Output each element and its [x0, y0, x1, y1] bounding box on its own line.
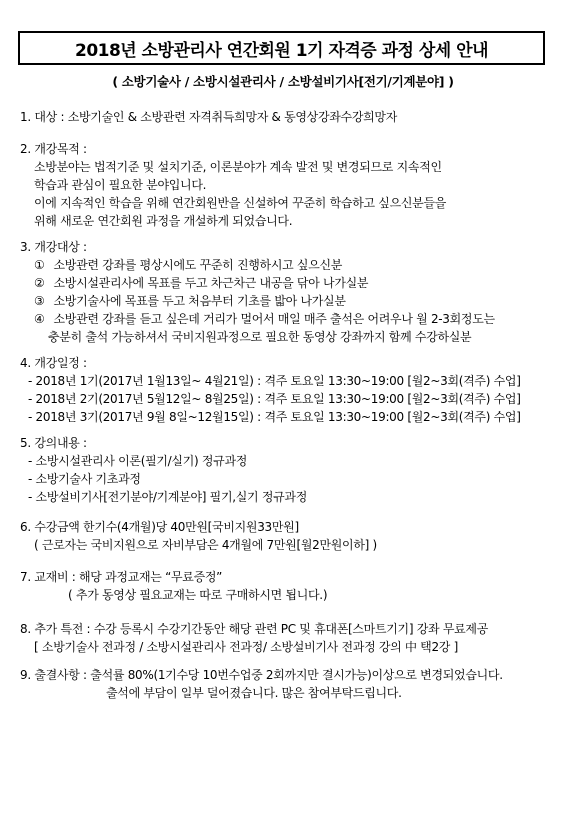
content-line: - 소방기술사 기초과정: [28, 472, 141, 486]
section-benefit: [20, 620, 555, 656]
attendance-note: 출석에 부담이 일부 덜어졌습니다. 많은 참여부탁드립니다.: [106, 686, 402, 700]
audience-item-number: ④: [34, 312, 45, 326]
purpose-line: 학습과 관심이 필요한 분야입니다.: [34, 178, 207, 192]
purpose-line: 이에 지속적인 학습을 위해 연간회원반을 신설하여 꾸준히 학습하고 싶으신분들을: [34, 196, 447, 210]
audience-item: [20, 256, 555, 274]
audience-item-number: ②: [34, 276, 45, 290]
attendance-heading: 9. 출결사항 : 출석률 80%(1기수당 10번수업중 2회까지만 결시가능)이상으로 변경되었습니다.: [20, 668, 503, 682]
audience-item-text: 소방기술사에 목표를 두고 처음부터 기초를 밟아 나가실분: [53, 294, 346, 308]
audience-item-number: ①: [34, 258, 45, 272]
section-purpose: [20, 140, 555, 230]
audience-item-text: 소방관련 강좌를 평상시에도 꾸준히 진행하시고 싶으신분: [53, 258, 343, 272]
audience-heading: 3. 개강대상 :: [20, 240, 87, 254]
benefit-note: [ 소방기술사 전과정 / 소방시설관리사 전과정/ 소방설비기사 전과정 강의 中 택2강 ]: [34, 640, 458, 654]
purpose-line: 소방분야는 법적기준 및 설치기준, 이론분야가 계속 발전 및 변경되므로 지속적인: [34, 160, 442, 174]
section-fee: [20, 518, 555, 554]
fee-heading: 6. 수강금액 한기수(4개월)당 40만원[국비지원33만원]: [20, 520, 299, 534]
audience-item-number: ③: [34, 294, 45, 308]
schedule-line: - 2018년 1기(2017년 1월13일~ 4월21일) : 격주 토요일 13:30~19:00 [월2~3회(격주) 수업]: [28, 374, 521, 388]
section-schedule: [20, 354, 555, 426]
audience-item: [20, 292, 555, 310]
content-line: - 소방설비기사[전기분야/기계분야] 필기,실기 정규과정: [28, 490, 308, 504]
audience-item: [20, 310, 555, 328]
page-title: [18, 31, 545, 65]
purpose-heading: 2. 개강목적 :: [20, 142, 87, 156]
target-line: 1. 대상 : 소방기술인 & 소방관련 자격취득희망자 & 동영상강좌수강희망자: [20, 110, 398, 124]
schedule-line: - 2018년 2기(2017년 5월12일~ 8월25일) : 격주 토요일 13:30~19:00 [월2~3회(격주) 수업]: [28, 392, 521, 406]
audience-item-text: 소방관련 강좌를 듣고 싶은데 거리가 멀어서 매일 매주 출석은 어려우나 월 2-3회정도는: [53, 312, 495, 326]
audience-item-text: 소방시설관리사에 목표를 두고 차근차근 내공을 닦아 나가실분: [53, 276, 369, 290]
content-heading: 5. 강의내용 :: [20, 436, 87, 450]
section-attendance: [20, 666, 555, 702]
section-audience: [20, 238, 555, 346]
section-target: [20, 108, 555, 126]
textbook-heading: 7. 교재비 : 해당 과정교재는 “무료증정”: [20, 570, 223, 584]
section-textbook: [20, 568, 555, 604]
page-subtitle: ( 소방기술사 / 소방시설관리사 / 소방설비기사[전기/기계분야] ): [112, 74, 454, 89]
textbook-note: ( 추가 동영상 필요교재는 따로 구매하시면 됩니다.): [68, 588, 328, 602]
fee-note: ( 근로자는 국비지원으로 자비부담은 4개월에 7만원[월2만원이하] ): [34, 538, 377, 552]
schedule-heading: 4. 개강일정 :: [20, 356, 87, 370]
purpose-line: 위해 새로운 연간회원 과정을 개설하게 되었습니다.: [34, 214, 293, 228]
content-line: - 소방시설관리사 이론(필기/실기) 정규과정: [28, 454, 248, 468]
page-title-text: 2018년 소방관리사 연간회원 1기 자격증 과정 상세 안내: [74, 40, 488, 61]
schedule-line: - 2018년 3기(2017년 9월 8일~12월15일) : 격주 토요일 13:30~19:00 [월2~3회(격주) 수업]: [28, 410, 521, 424]
section-content: [20, 434, 555, 506]
benefit-heading: 8. 추가 특전 : 수강 등록시 수강기간동안 해당 관련 PC 및 휴대폰[스마트기기] 강좌 무료제공: [20, 622, 488, 636]
audience-item-continuation: 충분히 출석 가능하셔서 국비지원과정으로 필요한 동영상 강좌까지 함께 수강하실분: [48, 330, 472, 344]
audience-item: [20, 274, 555, 292]
